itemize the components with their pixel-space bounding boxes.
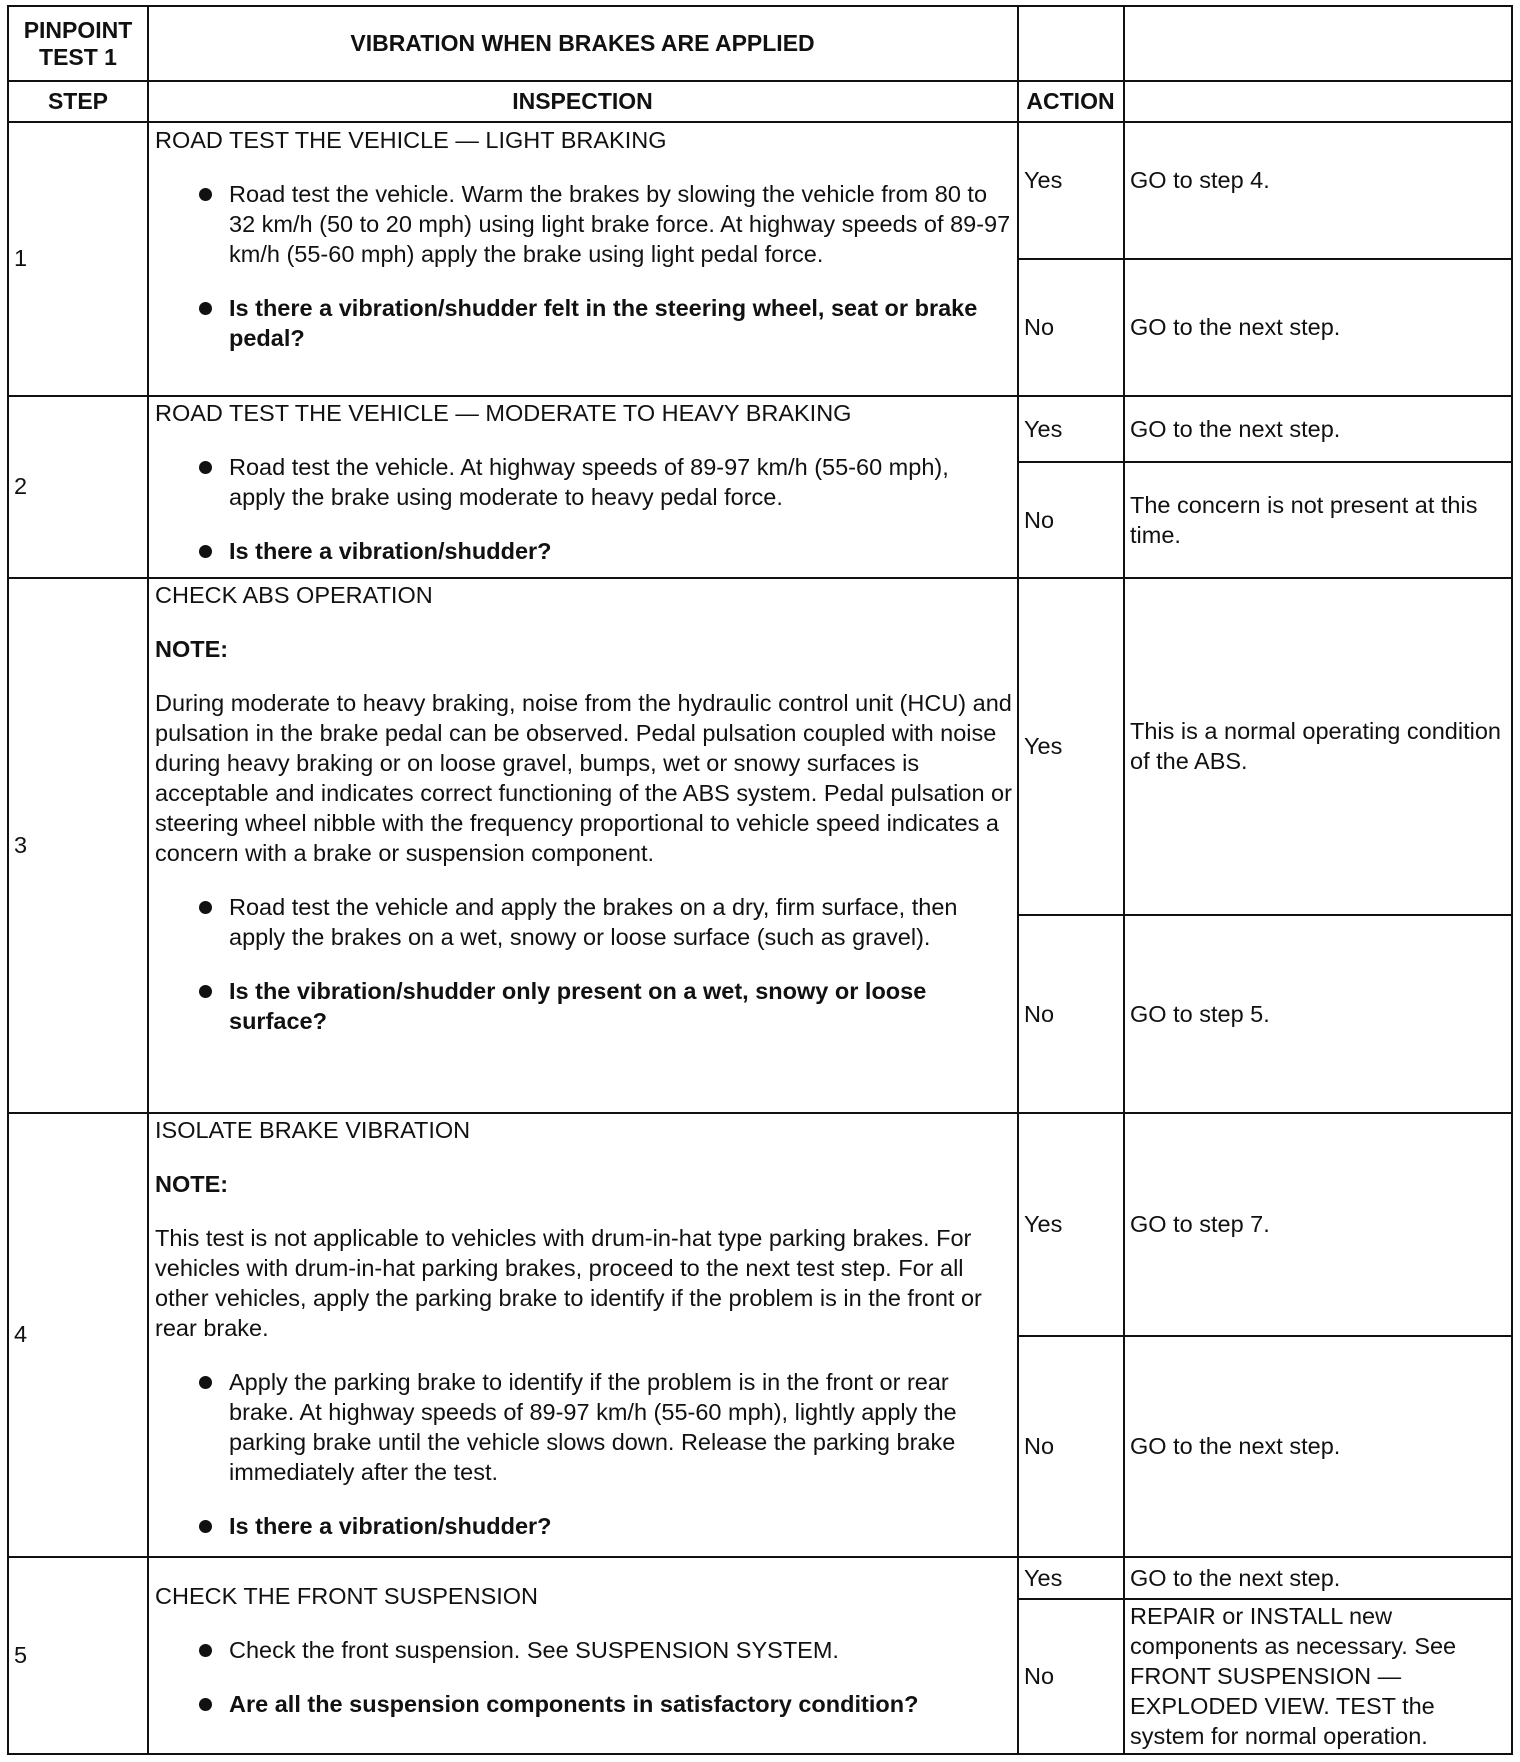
- step-number: 1: [14, 245, 28, 271]
- note-label: NOTE:: [155, 1171, 229, 1197]
- action-no-label: No: [1024, 1000, 1055, 1027]
- action-no-result: REPAIR or INSTALL new components as necessary. See FRONT SUSPENSION — EXPLODED VIEW. TEST the system for normal operation.: [1130, 1603, 1457, 1749]
- step-title: CHECK ABS OPERATION: [155, 582, 433, 608]
- action-yes-result: GO to step 7.: [1130, 1211, 1270, 1237]
- note-text: During moderate to heavy braking, noise from the hydraulic control unit (HCU) and pulsation in the brake pedal can be observed. Pedal pulsation coupled with noise during heavy braking or on loose gravel, bumps, wet or snowy surfaces is acceptable and indicates correct functioning of the ABS system. Pedal pulsation or steering wheel nibble with the frequency proportional to vehicle speed indicates a concern with a brake or suspension component.: [155, 690, 1012, 866]
- step-title: ROAD TEST THE VEHICLE — LIGHT BRAKING: [155, 127, 667, 153]
- inspection-bullet: Road test the vehicle. Warm the brakes by slowing the vehicle from 80 to 32 km/h (50 to 20 mph) using light brake force. At highway speeds of 89-97 km/h (55-60 mph) apply the brake using light pedal force.: [155, 179, 1011, 269]
- inspection-bullet: Check the front suspension. See SUSPENSION SYSTEM.: [155, 1635, 1013, 1665]
- action-no-result: GO to step 5.: [1130, 1000, 1270, 1027]
- divider: [147, 7, 149, 1753]
- inspection-bullet: Road test the vehicle and apply the brakes on a dry, firm surface, then apply the brakes on a wet, snowy or loose surface (such as gravel).: [155, 892, 1013, 952]
- action-no-label: No: [1024, 1433, 1055, 1459]
- action-no-result: GO to the next step.: [1130, 314, 1341, 340]
- column-header-action: ACTION: [1026, 87, 1115, 114]
- pinpoint-test-table: [7, 5, 1513, 1755]
- step-inspection: [155, 1581, 1013, 1751]
- column-header-step: STEP: [47, 87, 109, 114]
- action-yes-result: GO to the next step.: [1130, 415, 1341, 442]
- action-yes-result: GO to the next step.: [1130, 1564, 1341, 1591]
- step-number: 3: [14, 831, 28, 858]
- action-no-result: The concern is not present at this time.: [1130, 491, 1478, 548]
- step-inspection: [155, 580, 1013, 1110]
- step-number: 2: [14, 473, 28, 499]
- step-title: ISOLATE BRAKE VIBRATION: [155, 1117, 471, 1143]
- action-no-label: No: [1024, 506, 1055, 533]
- step-inspection: [155, 1115, 1013, 1555]
- action-yes-label: Yes: [1024, 167, 1063, 193]
- inspection-bullet: Road test the vehicle. At highway speeds of 89-97 km/h (55-60 mph), apply the brake using moderate to heavy pedal force.: [155, 452, 1011, 512]
- inspection-bullet: Apply the parking brake to identify if the problem is in the front or rear brake. At highway speeds of 89-97 km/h (55-60 mph), lightly apply the parking brake until the vehicle slows down. Release the parking brake immediately after the test.: [155, 1367, 1013, 1487]
- step-title: CHECK THE FRONT SUSPENSION: [155, 1583, 539, 1609]
- inspection-question: Are all the suspension components in satisfactory condition?: [155, 1689, 1013, 1719]
- note-label: NOTE:: [155, 636, 229, 662]
- inspection-question: Is there a vibration/shudder?: [155, 1511, 1013, 1541]
- step-inspection: [155, 125, 1011, 393]
- step-inspection: [155, 398, 1011, 576]
- test-title: VIBRATION WHEN BRAKES ARE APPLIED: [350, 30, 815, 57]
- action-yes-result: GO to step 4.: [1130, 167, 1270, 193]
- action-yes-result: This is a normal operating condition of the ABS.: [1130, 718, 1501, 774]
- inspection-question: Is the vibration/shudder only present on a wet, snowy or loose surface?: [155, 976, 1013, 1036]
- action-no-label: No: [1024, 314, 1055, 340]
- action-yes-label: Yes: [1024, 733, 1063, 759]
- action-no-label: No: [1024, 1663, 1055, 1689]
- step-number: 5: [14, 1641, 28, 1668]
- inspection-question: Is there a vibration/shudder felt in the steering wheel, seat or brake pedal?: [155, 293, 1011, 353]
- note-text: This test is not applicable to vehicles with drum-in-hat type parking brakes. For vehicles with drum-in-hat parking brakes, proceed to the next test step. For all other vehicles, apply the parking brake to identify if the problem is in the front or rear brake.: [155, 1225, 982, 1341]
- column-header-inspection: INSPECTION: [512, 87, 653, 114]
- action-yes-label: Yes: [1024, 1211, 1063, 1237]
- step-number: 4: [14, 1321, 28, 1347]
- action-yes-label: Yes: [1024, 415, 1063, 442]
- action-yes-label: Yes: [1024, 1564, 1063, 1591]
- inspection-question: Is there a vibration/shudder?: [155, 536, 1011, 566]
- test-label: PINPOINT TEST 1: [23, 17, 133, 70]
- step-title: ROAD TEST THE VEHICLE — MODERATE TO HEAVY BRAKING: [155, 400, 852, 426]
- action-no-result: GO to the next step.: [1130, 1433, 1341, 1459]
